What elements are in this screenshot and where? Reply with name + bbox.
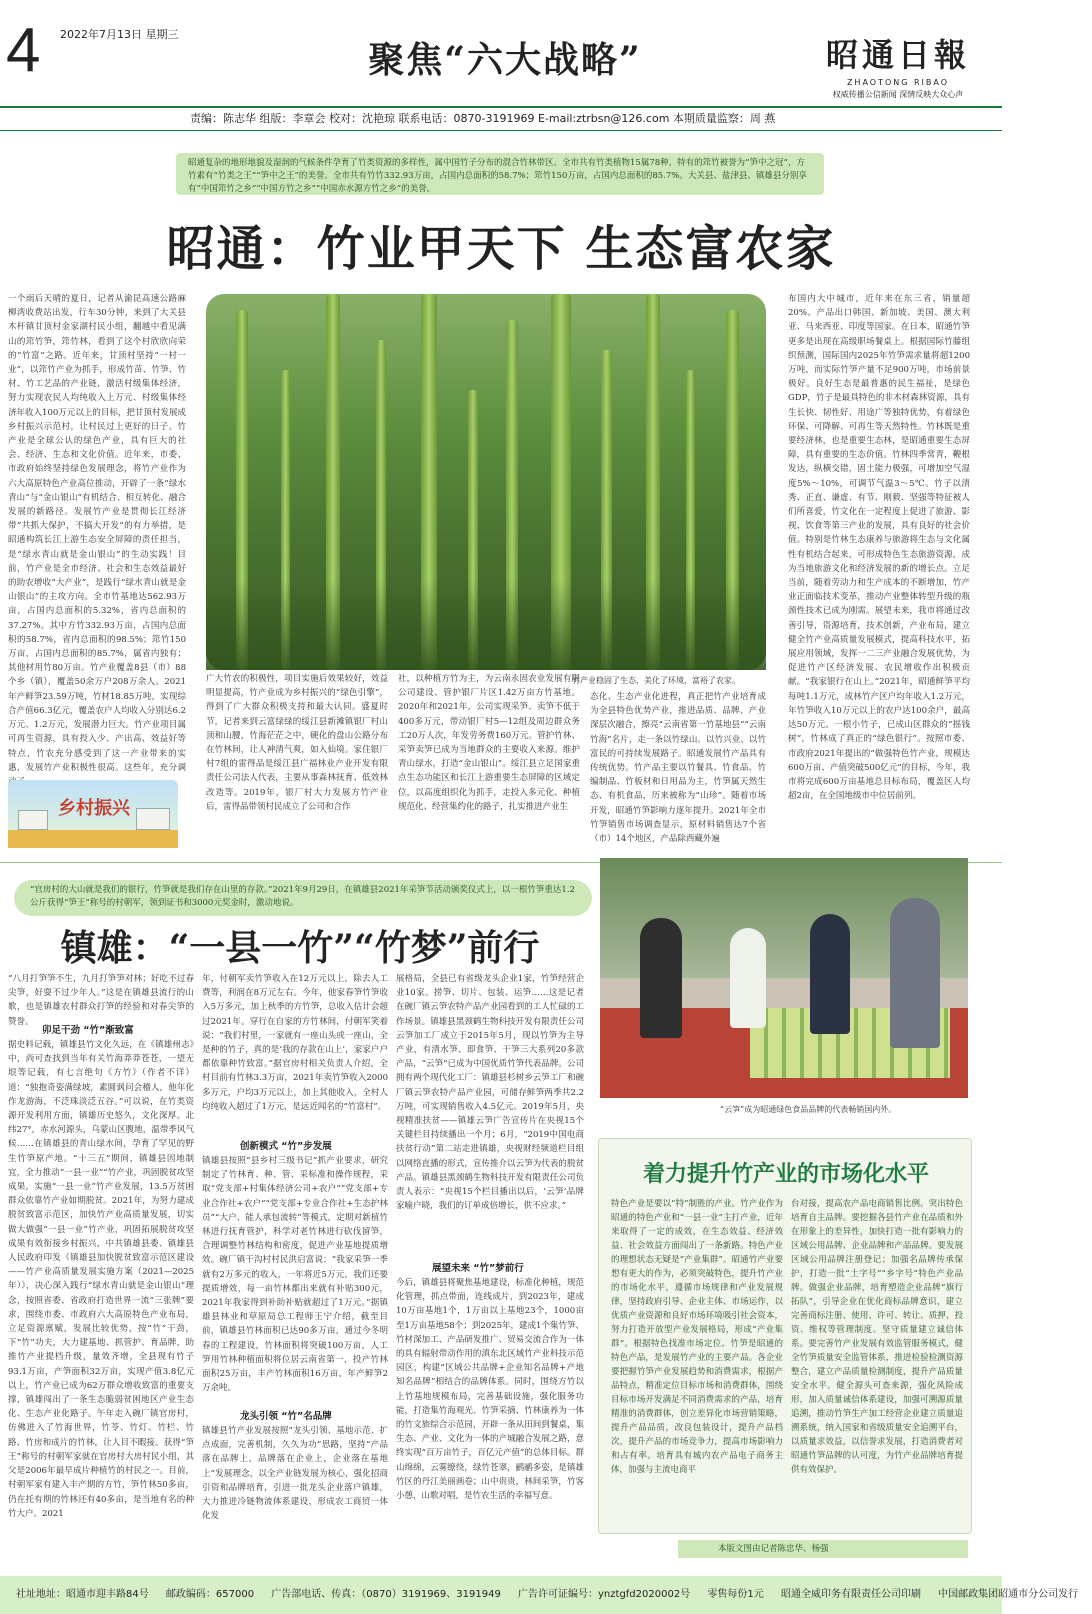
article1-col3: 社，以种植方竹为主，为云南永固农业发展有限公司建设、管护银厂片区1.42万亩方竹基地。2020年和2021年，公司实现采笋、卖笋不低于400多万元，带动银厂村5—12组及周边群众务工20万人次，年发劳务费160万元。管护竹林、采笋卖笋已成为当地群众的主要收入来源。维护青山绿水，打造“金山银山”。绥江县立足国家重点生态功能区和长江上游重要生态屏障的区域定位，以高度组织化为抓手，走投入多元化、种植规范化、经营集约化的路子，扎实推进产业生 bbox=[398, 674, 580, 812]
article1-col4: 态化、生态产业化进程，真正把竹产业培育成为全县特色优势产业，推进品质、品牌、产业深层次融合，擦亮“云南省第一竹基地县”“云南竹海”名片，走一条以竹绿山、以竹兴业、以竹富民的可持续发展路子。昭通发展竹产品具有传统优势。竹产品主要以竹餐具、竹食品、竹编制品、竹板材和日用品为主，竹笋属天然生态、有机食品，历来被称为“山珍”。随着市场开发，昭通竹笋影响力逐年提升。2021年全市竹笋销售市场调查显示，原材料销售达7个省（市）14个地区，产品除西藏外遍 bbox=[590, 692, 766, 845]
logo-english: ZHAOTONG RIBAO bbox=[846, 78, 950, 87]
footer-distributor: 中国邮政集团昭通市分公司发行 bbox=[938, 1589, 1079, 1600]
article2-col3: 展格局，全县已有省级龙头企业1家，竹笋经营企业10家。捞笋、切片、包装、运笋……这是记者在碗厂镇云笋农特产品产业园看到的工人忙碌的工作场景。镇雄县黑颈鹤生物科技开发有限责任公司云笋加工厂成立于2015年5月，现以竹笋为主导产业，有清水笋、即食笋、干笋三大系列20多款产品，“云笋”已成为中国优质竹笋代表品牌。公司拥有两个现代化工厂：镇雄县杉树乡云笋工厂和碗厂镇云笋农特产品产业园，可储存鲜笋两季共2.2万吨，可实现销售收入4.5亿元。2019年5月，央视精准扶贫——镇雄云笋广告宣传片在央视15个关键栏目持续播出一个月；6月，“2019中国电商扶贫行动”第二站走进镇雄，央视财经频道栏目组以网络直播的形式，宣传推介以云笋为代表的脱贫产品。镇雄县黑颈鹤生物科技开发有限责任公司负责人表示：“央视15个栏目播出以后，‘云笋’品牌家喻户晓，我们的订单成倍增长，供不应求。” bbox=[396, 974, 584, 1212]
bamboo-forest-photo bbox=[206, 294, 766, 670]
footer bbox=[0, 1576, 1079, 1614]
rural-revitalization-banner bbox=[8, 780, 178, 848]
article1-col2: 广大竹农的积极性，项目实施后效果较好，效益明显提高，竹产业成为乡村振兴的“绿色引擎”，得到了广大群众积极支持和最大认同。盛夏时节，记者来到云富绿绿的绥江县新滩镇银厂村山顶和山腰，竹海茫茫之中，硬化的盘山公路分布在竹林间，让人神清气爽，如入仙境。家住银厂村7组的雷得品是绥江县广福林业产业开发有限责任公司法人代表，主要从事森林抚育、低效林改造等。2019年，银厂村大力发展方竹产业后，雷得品带领村民成立了公司和合作 bbox=[206, 674, 388, 812]
article2-col2-body: 镇雄县按照“县乡村三级书记”抓产业要求，研究制定了竹林育、种、管、采标准和操作规程，采取“党支部+村集体经济公司+农户”“党支部+专业合作社+农户”“党支部+专业合作社+生态护林员”“大户、能人承包流转”等模式，定期对新植竹林进行抚育管护，科学对老竹林进行砍伐留笋，合理调整竹林结构和密度，促进产业基地提质增效。碗厂镇干沟村村民洪启富说：“我家采笋一季就有2万多元的收入，一年将近5万元，我们还要提质增效，每一亩竹林都出来就有补贴300元，2021年我家得到补助补贴就超过了1万元。”据镇雄县林业和草原局总工程师王宁介绍，截至目前，镇雄县竹林面积已达90多万亩，通过今冬明春的工程建设，竹林面积将突破100万亩，人工笋用竹林种植面积将位居云南省第一，投产竹林面积25万亩，丰产竹林面积16万亩，年产鲜笋2万余吨。 bbox=[202, 1156, 388, 1394]
article2-quote: “官房村的大山就是我们的银行，竹笋就是我们存在山里的存款。”2021年9月29日，在镇雄县2021年采笋节活动颁奖仪式上，以一根竹笋重达1.2公斤获得“笋王”称号的村朝军，领到证书和3000元奖金时，激动地说。 bbox=[14, 880, 592, 916]
intro-box: 昭通复杂的地形地貌及湿润的气候条件孕育了竹类资源的多样性，属中国竹子分布的混合竹林带区。全市共有竹类植物15属78种，特有的筇竹被誉为“笋中之冠”，方竹素有“竹类之王”“笋中之王”的美誉。全市共有竹竹332.93万亩，占国内总面积的58.7%；筇竹150万亩，占国内总面积的85.7%。大关县、盐津县、镇雄县分别享有“中国筇竹之乡”“中国方竹之乡”“中国赤水源方竹之乡”的美誉。 bbox=[176, 153, 824, 195]
article2-col2: 年，付朝军卖竹笋收入在12万元以上，除去人工费等，利润在8万元左右。今年，他家春笋竹笋收入5万多元，加上秋季的方竹笋，总收入估计会超过2021年。穿行在自家的方竹林间，付朝军笑着说：“我们村里，一家就有一座山头或一座山，全是种的竹子，真的是‘我的存款在山上’，家家户户都依靠种竹致富。”据官房村相关负责人介绍，全村目前有竹林3.3万亩，2021年卖竹笋收入2000多万元，户均3万元以上，加上其他收入，全村人均纯收入超过了1万元，是远近闻名的“竹富村”。 bbox=[202, 974, 388, 1112]
article1-col1: 一个雨后天晴的夏日，记者从渝昆高速公路麻柳湾收费站出发，行车30分钟，来到了大关县木杆镇甘顶村金家湖村民小组，翻越中看见满山的筇竹笋，筇竹林，看到了这个村欣欣向荣的“竹富”之路。近年来，甘顶村坚持“一村一业”，以筇竹产业为抓手，形成竹苗、竹笋、竹材、竹工艺品的产业链，激活村级集体经济，努力实现农民人均纯收入上万元、村级集体经济年收入100万元以上的目标，把甘顶村发展成乡村振兴示范村，让村民过上更好的日子。竹产业是全球公认的绿色产业，具有巨大的社会、经济、生态和文化价值。近年来，市委、市政府始终坚持绿色发展理念，将竹产业作为六大高原特色产业高位推动，开辟了一条“绿水青山”与“金山银山”有机结合、相互转化、融合发展的新路径。发展竹产业是贯彻长江经济带“共抓大保护，不搞大开发”的有力举措，是昭通构筑长江上游生态安全屏障的责任担当，是“绿水青山就是金山银山”的生动实践！目前，竹产业是全市经济、社会和生态效益最好的助农增收“大产业”，是践行“绿水青山就是金山银山”的主攻方向。全市竹基地达562.93万亩，占国内总面积的5.32%，省内总面积的37.27%。其中方竹332.93万亩，占国内总面积的58.7%，省内总面积的98.5%；筇竹150万亩，占国内总面积的85.7%，属省内独有；其他材用竹80万亩。竹产业覆盖8县（市）88个乡（镇），覆盖50余万户208万余人。2021年产鲜笋23.59万吨，竹材18.85万吨，实现综合产值66.3亿元，覆盖农户人均收入分别达6.2万元、1.2万元，发展潜力巨大。竹产业项目属可再生资源，具有投入少、产出高、效益好等特点，竹农充分感受到了这一产业带来的实惠，发展竹产业积极性很高。这些年，充分调 bbox=[8, 294, 186, 773]
footer-ad-license: 广告许可证编号：ynztgfd2020002号 bbox=[518, 1589, 691, 1600]
article2-headline: 镇雄：“一县一竹”“竹梦”前行 bbox=[60, 927, 540, 969]
subhead-4: 展望未来 “竹”梦前行 bbox=[432, 1263, 524, 1274]
date-line: 2022年7月13日 星期三 bbox=[60, 28, 179, 41]
article2-col1-intro: “八月打笋笋不生，九月打笋笋对林；好吃不过春尖笋，好耍不过少年人。”这是在镇雄县流行的山歌，也是镇雄农村群众打笋的经验和对春尖笋的赞誉。 bbox=[8, 974, 194, 1027]
section-title: 聚焦“六大战略” bbox=[368, 39, 642, 81]
page-number: 4 bbox=[6, 16, 41, 85]
commentary-col1: 特色产业是要以“特”制胜的产业。竹产业作为昭通的特色产业和“一县一业”主打产业，近年来取得了一定的成效，在生态效益、经济效益、社会效益方面闯出了一条新路。特色产业的理想状态无疑是“产业集群”。昭通竹产业要想有更大的作为，必须突破特色，提升竹产业的市场化水平，遵循市场规律和产业发展规律，坚持政府引导、企业主体、市场运作，以优质产业资源和良好市场环境吸引社会资本，努力打造开放型产业发展格局，形成“产业集群”。根据特色找准市场定位。竹笋是昭通的特色产品，是发展竹产业的主要产品。各企业要把握竹笋产业发展趋势和消费需求，根据产品特点，精准定位目标市场和消费群体，围绕目标市场开发满足不同消费需求的产品，培育精准的消费群体，创立差异化市场营销策略，提升产品品质，改良包装设计，提升产品档次，提升产品的市场竞争力，提高市场影响力和占有率。培育具有城内农产品电子商务主体，加强与主流电商平 bbox=[611, 1199, 783, 1475]
newspaper-logo bbox=[818, 30, 978, 100]
banner-label: 乡村振兴 bbox=[58, 798, 130, 819]
commentary-title: 着力提升竹产业的市场化水平 bbox=[642, 1161, 929, 1187]
footer-printer: 昭通全威印务有限责任公司印刷 bbox=[780, 1589, 921, 1600]
editor-line: 责编：陈志华 组版：李章会 校对：沈艳琼 联系电话：0870-3191969 E-mail:ztrbsn@126.com 本期质量监察：周 燕 bbox=[190, 112, 776, 125]
commentary-col2: 台对接，提高农产品电商销售比例。突出特色培育自主品牌。要挖掘各县竹产业在品质和外在形象上的差异性，加快打造一批有影响力的区域公用品牌、企业品牌和产品品牌。要发展区域公用品牌注册登记；加强名品牌传承保护，打造一批“土字号”“乡字号”特色产业品牌。做强企业品牌，培育塑造企业品牌“旗行拓队”，引导企业在优化商标品牌意识，建立完善商标注册、使用、许可、转让、质押、投资、维权等管理制度。坚守质量建立诚信体系。要完善竹产业发展有效监管服务模式，健全竹笋质量安全监管体系，推进检验检测资源整合，建立产品质量检测制度，提升产品质量安全水平。健全源头可查来源，强化风险成形，加入质量诚信体系建设，加强可溯源质量追溯，推动竹笋生产加工经营企业建立质量追溯系统，纳入国家和省级质量安全追溯平台，以质量求效益，以信誉求发展，打造消费者对昭通竹笋品牌的认可度，为竹产业品牌培育提供有效保护。 bbox=[791, 1199, 963, 1475]
masthead bbox=[0, 0, 1002, 110]
expo-photo-caption: “云笋”成为昭通绿色食品品牌的代表畅销国内外。 bbox=[720, 1105, 897, 1114]
editor-rule bbox=[0, 130, 1002, 131]
subhead-1: 卯足干劲 “竹”渐致富 bbox=[42, 1025, 134, 1036]
footer-address: 社址地址：昭通市迎丰路84号 bbox=[16, 1589, 149, 1600]
commentary-box bbox=[598, 1138, 972, 1534]
logo-chinese: 昭通日報 bbox=[825, 36, 970, 74]
subhead-3: 龙头引领 “竹”名品牌 bbox=[240, 1411, 332, 1422]
footer-price: 零售每份1元 bbox=[707, 1589, 764, 1600]
footer-ad-phone: 广告部电话、传真：（0870）3191969、3191949 bbox=[271, 1589, 501, 1600]
author-credit: 本版文图由记者陈忠华、杨强 bbox=[678, 1540, 968, 1558]
expo-photo bbox=[600, 858, 968, 1098]
bamboo-photo-caption: 竹产业稳固了生态，美化了环境，富裕了农家。 bbox=[572, 676, 740, 685]
article1-headline: 昭通：竹业甲天下 生态富农家 bbox=[166, 221, 836, 277]
article2-col3-body: 今后，镇雄县将聚焦基地建设，标准化种植，规范化管理，抓点带面，连线成片，到2023年，建成10万亩基地1个，1万亩以上基地23个，1000亩至1万亩基地58个；到2025年，建成1个集竹笋、竹材深加工、产品研发推广、贸易交流合作为一体的具有辐射带动作用的滇东北区域竹产业科技示范园区，构建“区域公共品牌+企业知名品牌+产地知名品牌”相结合的品牌体系。同时，围绕方竹以上竹基地规模布局，完善基础设施，强化服务功能，打造集竹海观光、竹笋采摘、竹林康养为一体的竹文旅综合示范园，开辟一条从田间到餐桌，集生态、产业、文化为一体的产城融合发展之路，意终实现“百万亩竹子，百亿元产值”的总体目标。群山绵绵，云雾缭绕，绿竹苍翠，鹂鹂多姿，是镇雄竹区的丹江美丽画卷；山中贵贵，林间采笋，竹客小憩，山歌对唱，是竹农生活的幸福写意。 bbox=[396, 1278, 584, 1502]
masthead-rule bbox=[0, 106, 1002, 108]
article1-col5: 布国内大中城市，近年来在东三省，销量超20%。产品出口韩国、新加坡、美国、澳大利亚、马来西亚、印度等国家。在日本，昭通竹笋更多是出现在高级职场餐桌上。根据国际竹藤组织预测，国际国内2025年竹笋需求量将超1200万吨，而实际竹笋产量不足900万吨，市场前景极好。良好生态是最普惠的民生福祉，是绿色GDP，竹子是最具特色的非木材森林资源，具有生长快、韧性好、用途广等独特优势，有着绿色环保、可降解、可再生等天然特性。竹林既是重要经济林，也是重要生态林，是昭通重要生态屏障，具有重要的生态价值。竹林四季常青，鞭根发达，纵横交错，固土能力极强，可增加空气湿度5%～10%，可调节气温3～5℃。竹子以清秀、正直、谦虚、有节、刚毅、坚强等特征被人们所喜爱，竹文化在一定程度上促进了旅游、影视、饮食等第三产业的发展，具有良好的社会价值。特别是竹林生态康养与旅游将生态与文化属性有机结合起来，可形成特色生态旅游资源，成为当地旅游文化和经济发展的新的增长点。立足当前，随着劳动力和生产成本的不断增加，竹产业正面临技术变革，推动产业整体转型升级的瓶颈性技术已成为刚需。展望未来，我市将通过改善引导，资源培育，技术创新，产业布局，建立健全竹产业高质量发展模式，提高科技水平，拓展应用领域，发挥一二三产业融合发展优势，为促进竹产区经济发展、农民增收作出积极贡献。“我家银行在山上。”2021年，昭通鲜笋平均每吨1.1万元，成林竹产区户均年收入1.2万元，年竹笋收入10万元以上的农户达100余户，最高达50万元。一根小竹子，已成山区群众的“摇钱树”，竹林成了真正的“绿色银行”。按照市委、市政府2021年提出的“做强特色竹产业，规模达600万亩、产值突破500亿元”的目标，今年，我市将完成600万亩基地总目标布局，覆盖区人均超2亩，在全国地级市中位居前列。 bbox=[788, 294, 970, 802]
article2-col1-body: 据史料记载，镇雄县竹文化久远，在《镇雄州志》中，尚可查找到当年有关竹海莽莽苍苍，一望无垠等记载，有七言绝句《方竹》（作者不详）道：“独抱奇姿满绿坡，素圆讽问会稽人，他年化作龙游海，不泛珠淡泛五谷。”可以说，在竹类资源开发利用方面，镇雄历史悠久，文化深厚。北纬27°，赤水河源头，乌蒙山区腹地，温带季风气候……在镇雄县的青山绿水间，孕育了罕见的野生竹笋原产地。“十三五”期间，镇雄县因地制宜，全力推动“一县一业”“竹产业，巩固脱贫攻坚成果，实施“一县一业”竹产业发展，13.5万贫困群众依靠竹产业如期脱贫。2021年，为努力建成脱贫致富示范区，加快竹产业高质量发展，切实做大做强“一县一业”竹产业，巩固拓展脱贫攻坚成果有效衔接乡村振兴，中共镇雄县委、镇雄县人民政府印发《镇雄县加快脱贫致富示范区建设——竹产业高质量发展实施方案（2021—2025年）》，决心深入践行“绿水青山就是金山银山”理念，按照省委、省政府打造世界一流“三张牌”要求，围绕市委、市政府六大高原特色产业布局，立足资源禀赋，发展比较优势，按“竹”干劲，下“竹”功夫，大力建基地、抓管护、育品牌，助推竹产业提档升级，量效齐增，全县现有竹子93.1万亩，产笋面积32万亩，实现产值3.8亿元以上，竹产业已成为62万群众增收致富的重要支撑，镇雄闯出了一条生态脆弱贫困地区产业生态化、生态产业化路子。午年走入碗厂镇官房村，仿佛进入了竹海世界，竹苓、竹灯、竹栏、竹路、竹房和成片的竹林，让人目不暇接。获得“笋王”称号的村朝军家就在官房村大房村民小组，其父是2006年最早成片种植竹的村民之一。目前，村朝军家有建入丰产期的方竹，笋竹林50多亩，仍在托有期的竹林还有40多亩，是当地有名的种竹大户。2021 bbox=[8, 1040, 194, 1519]
footer-postcode: 邮政编码：657000 bbox=[165, 1589, 255, 1600]
subhead-2: 创新模式 “竹”步发展 bbox=[240, 1141, 332, 1152]
article2-col2-tail: 镇雄县竹产业发展按照“龙头引领、基地示范、扩点成面，完善机制，久久为功”思路，坚持“产品落在品牌上，品牌落在企业上，企业落在基地上”发展理念，以全产业链发展为核心，强化招商引资和品牌培育，引进一批龙头企业落户镇雄，大力推进冷链物流体系建设，形成农工商贸一体化发 bbox=[202, 1426, 388, 1522]
logo-slogan: 权威传播公信新闻 深情反映大众心声 bbox=[832, 90, 964, 99]
